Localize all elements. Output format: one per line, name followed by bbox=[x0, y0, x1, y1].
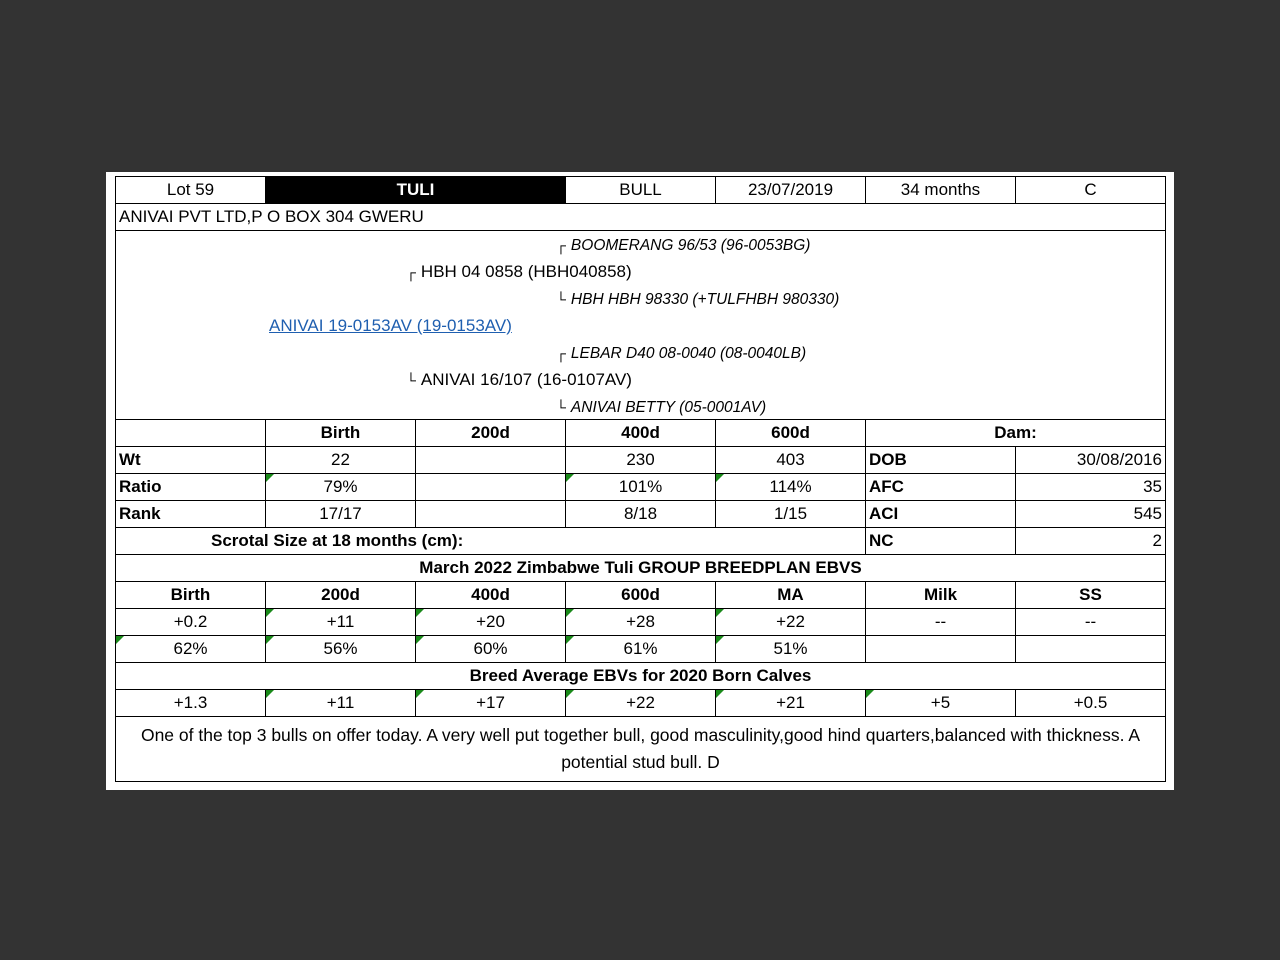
wt-600d: 403 bbox=[716, 447, 866, 474]
ebv-600d: +28 bbox=[566, 609, 716, 636]
breed-name: TULI bbox=[266, 177, 566, 204]
rank-birth: 17/17 bbox=[266, 501, 416, 528]
ebv-header-milk: Milk bbox=[866, 582, 1016, 609]
avg-ma: +21 bbox=[716, 690, 866, 717]
bracket-top-icon: ┌ bbox=[556, 345, 566, 361]
ebv-200d: +11 bbox=[266, 609, 416, 636]
lot-table bbox=[115, 176, 1166, 782]
ratio-600d: 114% bbox=[716, 474, 866, 501]
perf-header-600d: 600d bbox=[716, 420, 866, 447]
dam: └ ANIVAI 16/107 (16-0107AV) bbox=[406, 370, 632, 389]
rank-400d: 8/18 bbox=[566, 501, 716, 528]
acc-400d: 60% bbox=[416, 636, 566, 663]
ebv-header-400d: 400d bbox=[416, 582, 566, 609]
dam-aci-label: ACI bbox=[866, 501, 1016, 528]
ebv-title: March 2022 Zimbabwe Tuli GROUP BREEDPLAN EBVS bbox=[116, 555, 1166, 582]
dam-afc-value: 35 bbox=[1016, 474, 1166, 501]
ebv-header-200d: 200d bbox=[266, 582, 416, 609]
acc-ma: 51% bbox=[716, 636, 866, 663]
empty-cell bbox=[116, 420, 266, 447]
dam-aci-value: 545 bbox=[1016, 501, 1166, 528]
lot-grid bbox=[115, 176, 1165, 782]
breeder-row bbox=[116, 204, 1166, 231]
ebv-header-ma: MA bbox=[716, 582, 866, 609]
ebv-ss: -- bbox=[1016, 609, 1166, 636]
ebv-accuracy-row bbox=[116, 636, 1166, 663]
breeder-address: ANIVAI PVT LTD,P O BOX 304 GWERU bbox=[116, 204, 1166, 231]
scrotal-label: Scrotal Size at 18 months (cm): bbox=[116, 528, 866, 555]
perf-header-400d: 400d bbox=[566, 420, 716, 447]
bracket-bottom-icon: └ bbox=[556, 291, 566, 307]
acc-600d: 61% bbox=[566, 636, 716, 663]
sire-sire: ┌ BOOMERANG 96/53 (96-0053BG) bbox=[556, 237, 811, 254]
ebv-values-row bbox=[116, 609, 1166, 636]
table-row bbox=[116, 447, 1166, 474]
age: 34 months bbox=[866, 177, 1016, 204]
date-of-birth: 23/07/2019 bbox=[716, 177, 866, 204]
sale-catalogue-sheet bbox=[106, 172, 1174, 790]
performance-header-row bbox=[116, 420, 1166, 447]
dam-header: Dam: bbox=[866, 420, 1166, 447]
ebv-birth: +0.2 bbox=[116, 609, 266, 636]
ebv-header-ss: SS bbox=[1016, 582, 1166, 609]
table-row bbox=[116, 501, 1166, 528]
rank-200d bbox=[416, 501, 566, 528]
lot-header-row bbox=[116, 177, 1166, 204]
lot-comment: One of the top 3 bulls on offer today. A very well put together bull, good masculinity,good hind quarters,balanced with thickness. A potential stud bull. D bbox=[116, 717, 1166, 782]
breed-average-row bbox=[116, 690, 1166, 717]
dam-nc-label: NC bbox=[866, 528, 1016, 555]
rank-600d: 1/15 bbox=[716, 501, 866, 528]
ebv-title-row bbox=[116, 555, 1166, 582]
avg-600d: +22 bbox=[566, 690, 716, 717]
scrotal-row bbox=[116, 528, 1166, 555]
ebv-header-row bbox=[116, 582, 1166, 609]
row-label: Wt bbox=[116, 447, 266, 474]
ebv-400d: +20 bbox=[416, 609, 566, 636]
ratio-400d: 101% bbox=[566, 474, 716, 501]
ebv-ma: +22 bbox=[716, 609, 866, 636]
acc-birth: 62% bbox=[116, 636, 266, 663]
pedigree-row bbox=[116, 231, 1166, 420]
comment-row bbox=[116, 717, 1166, 782]
breed-average-title: Breed Average EBVs for 2020 Born Calves bbox=[116, 663, 1166, 690]
sire-dam: └ HBH HBH 98330 (+TULFHBH 980330) bbox=[556, 291, 840, 308]
dam-dob-value: 30/08/2016 bbox=[1016, 447, 1166, 474]
lot-number: Lot 59 bbox=[116, 177, 266, 204]
table-row bbox=[116, 474, 1166, 501]
dam-afc-label: AFC bbox=[866, 474, 1016, 501]
bracket-top-icon: ┌ bbox=[556, 237, 566, 253]
avg-200d: +11 bbox=[266, 690, 416, 717]
ebv-milk: -- bbox=[866, 609, 1016, 636]
wt-birth: 22 bbox=[266, 447, 416, 474]
ebv-header-600d: 600d bbox=[566, 582, 716, 609]
category: C bbox=[1016, 177, 1166, 204]
ratio-200d bbox=[416, 474, 566, 501]
acc-200d: 56% bbox=[266, 636, 416, 663]
sire: ┌ HBH 04 0858 (HBH040858) bbox=[406, 262, 632, 281]
bracket-bottom-icon: └ bbox=[556, 399, 566, 415]
pedigree-block bbox=[116, 231, 1166, 420]
dam-nc-value: 2 bbox=[1016, 528, 1166, 555]
avg-400d: +17 bbox=[416, 690, 566, 717]
bracket-top-icon: ┌ bbox=[406, 264, 416, 280]
row-label: Ratio bbox=[116, 474, 266, 501]
wt-400d: 230 bbox=[566, 447, 716, 474]
breed-average-title-row bbox=[116, 663, 1166, 690]
dam-dob-label: DOB bbox=[866, 447, 1016, 474]
perf-header-birth: Birth bbox=[266, 420, 416, 447]
acc-milk bbox=[866, 636, 1016, 663]
sex: BULL bbox=[566, 177, 716, 204]
dam-dam: └ ANIVAI BETTY (05-0001AV) bbox=[556, 399, 767, 416]
ebv-header-birth: Birth bbox=[116, 582, 266, 609]
ratio-birth: 79% bbox=[266, 474, 416, 501]
perf-header-200d: 200d bbox=[416, 420, 566, 447]
bracket-bottom-icon: └ bbox=[406, 372, 416, 388]
row-label: Rank bbox=[116, 501, 266, 528]
acc-ss bbox=[1016, 636, 1166, 663]
avg-milk: +5 bbox=[866, 690, 1016, 717]
avg-birth: +1.3 bbox=[116, 690, 266, 717]
avg-ss: +0.5 bbox=[1016, 690, 1166, 717]
animal-pedigree-link[interactable]: ANIVAI 19-0153AV (19-0153AV) bbox=[269, 316, 512, 335]
dam-sire: ┌ LEBAR D40 08-0040 (08-0040LB) bbox=[556, 345, 807, 362]
wt-200d bbox=[416, 447, 566, 474]
